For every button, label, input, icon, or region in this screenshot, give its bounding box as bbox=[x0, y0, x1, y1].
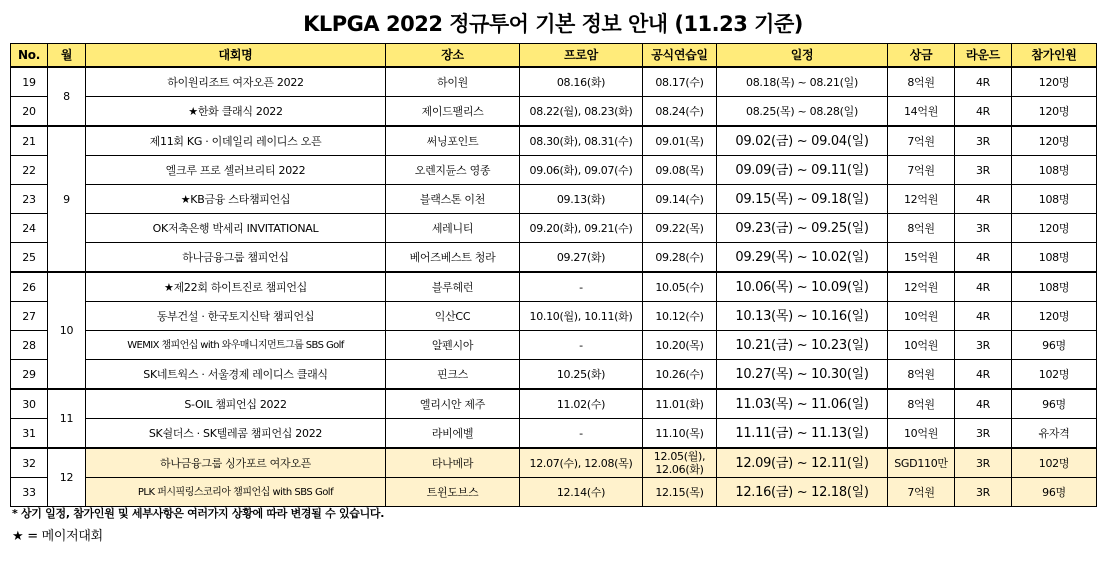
table-header-row bbox=[11, 44, 1097, 68]
cell-venue: 익산CC bbox=[386, 302, 520, 331]
cell-players: 96명 bbox=[1012, 389, 1097, 419]
cell-players: 108명 bbox=[1012, 243, 1097, 273]
cell-prize: 14억원 bbox=[888, 97, 955, 127]
cell-name: 하이원리조트 여자오픈 2022 bbox=[86, 67, 386, 97]
table-row bbox=[11, 272, 1097, 302]
cell-schedule: 12.16(금) ~ 12.18(일) bbox=[717, 478, 888, 507]
cell-month: 8 bbox=[48, 67, 86, 126]
cell-schedule: 10.13(목) ~ 10.16(일) bbox=[717, 302, 888, 331]
table-row bbox=[11, 302, 1097, 331]
cell-venue: 제이드팰리스 bbox=[386, 97, 520, 127]
cell-month: 11 bbox=[48, 389, 86, 448]
cell-prize: 10억원 bbox=[888, 419, 955, 449]
cell-rounds: 3R bbox=[955, 214, 1012, 243]
cell-schedule: 09.02(금) ~ 09.04(일) bbox=[717, 126, 888, 156]
cell-schedule: 10.27(목) ~ 10.30(일) bbox=[717, 360, 888, 390]
cell-no: 19 bbox=[11, 67, 48, 97]
table-row bbox=[11, 97, 1097, 127]
cell-practice bbox=[643, 448, 717, 478]
cell-schedule: 09.15(목) ~ 09.18(일) bbox=[717, 185, 888, 214]
cell-practice: 09.08(목) bbox=[643, 156, 717, 185]
cell-proam: 09.13(화) bbox=[520, 185, 643, 214]
cell-schedule: 10.21(금) ~ 10.23(일) bbox=[717, 331, 888, 360]
practice-line-1: 12.05(월), bbox=[653, 450, 706, 463]
cell-venue: 써닝포인트 bbox=[386, 126, 520, 156]
cell-month: 9 bbox=[48, 126, 86, 272]
cell-venue: 라비에벨 bbox=[386, 419, 520, 449]
cell-practice: 08.17(수) bbox=[643, 67, 717, 97]
cell-rounds: 4R bbox=[955, 360, 1012, 390]
cell-rounds: 3R bbox=[955, 156, 1012, 185]
cell-rounds: 4R bbox=[955, 185, 1012, 214]
cell-venue: 알펜시아 bbox=[386, 331, 520, 360]
cell-schedule: 12.09(금) ~ 12.11(일) bbox=[717, 448, 888, 478]
table-row bbox=[11, 389, 1097, 419]
legend-text: = 메이저대회 bbox=[23, 529, 103, 544]
cell-proam: 11.02(수) bbox=[520, 389, 643, 419]
cell-practice: 10.20(목) bbox=[643, 331, 717, 360]
cell-prize: 10억원 bbox=[888, 331, 955, 360]
table-row bbox=[11, 214, 1097, 243]
cell-no: 30 bbox=[11, 389, 48, 419]
cell-name: ★한화 클래식 2022 bbox=[86, 97, 386, 127]
cell-proam: 08.16(화) bbox=[520, 67, 643, 97]
cell-no: 22 bbox=[11, 156, 48, 185]
cell-players: 102명 bbox=[1012, 448, 1097, 478]
cell-proam: 09.06(화), 09.07(수) bbox=[520, 156, 643, 185]
cell-prize: 15억원 bbox=[888, 243, 955, 273]
cell-venue: 베어즈베스트 청라 bbox=[386, 243, 520, 273]
table-row bbox=[11, 419, 1097, 449]
header-month: 월 bbox=[48, 44, 86, 68]
cell-rounds: 3R bbox=[955, 478, 1012, 507]
cell-prize: 7억원 bbox=[888, 478, 955, 507]
practice-line-2: 12.06(화) bbox=[655, 463, 704, 476]
cell-name: SK네트웍스 · 서울경제 레이디스 클래식 bbox=[86, 360, 386, 390]
cell-rounds: 4R bbox=[955, 389, 1012, 419]
cell-practice: 10.26(수) bbox=[643, 360, 717, 390]
cell-venue: 세레니티 bbox=[386, 214, 520, 243]
cell-schedule: 11.03(목) ~ 11.06(일) bbox=[717, 389, 888, 419]
cell-practice: 10.05(수) bbox=[643, 272, 717, 302]
cell-practice: 10.12(수) bbox=[643, 302, 717, 331]
cell-no: 20 bbox=[11, 97, 48, 127]
cell-prize: 8억원 bbox=[888, 389, 955, 419]
cell-month: 10 bbox=[48, 272, 86, 389]
cell-proam: 10.25(화) bbox=[520, 360, 643, 390]
cell-no: 28 bbox=[11, 331, 48, 360]
table-row bbox=[11, 448, 1097, 478]
cell-no: 23 bbox=[11, 185, 48, 214]
cell-practice: 08.24(수) bbox=[643, 97, 717, 127]
cell-players: 120명 bbox=[1012, 214, 1097, 243]
cell-proam: - bbox=[520, 272, 643, 302]
cell-no: 26 bbox=[11, 272, 48, 302]
header-practice: 공식연습일 bbox=[643, 44, 717, 68]
cell-schedule: 09.23(금) ~ 09.25(일) bbox=[717, 214, 888, 243]
cell-no: 32 bbox=[11, 448, 48, 478]
cell-no: 29 bbox=[11, 360, 48, 390]
cell-no: 24 bbox=[11, 214, 48, 243]
cell-players: 120명 bbox=[1012, 126, 1097, 156]
table-row bbox=[11, 126, 1097, 156]
cell-prize: 8억원 bbox=[888, 67, 955, 97]
cell-schedule: 08.25(목) ~ 08.28(일) bbox=[717, 97, 888, 127]
cell-no: 27 bbox=[11, 302, 48, 331]
cell-schedule: 08.18(목) ~ 08.21(일) bbox=[717, 67, 888, 97]
cell-rounds: 4R bbox=[955, 97, 1012, 127]
cell-rounds: 4R bbox=[955, 67, 1012, 97]
cell-players: 108명 bbox=[1012, 272, 1097, 302]
cell-rounds: 3R bbox=[955, 448, 1012, 478]
table-row bbox=[11, 360, 1097, 390]
cell-prize: 12억원 bbox=[888, 185, 955, 214]
cell-prize: 12억원 bbox=[888, 272, 955, 302]
header-rounds: 라운드 bbox=[955, 44, 1012, 68]
cell-no: 25 bbox=[11, 243, 48, 273]
cell-schedule: 10.06(목) ~ 10.09(일) bbox=[717, 272, 888, 302]
cell-no: 21 bbox=[11, 126, 48, 156]
table-row bbox=[11, 331, 1097, 360]
cell-players: 120명 bbox=[1012, 97, 1097, 127]
header-proam: 프로암 bbox=[520, 44, 643, 68]
table-row bbox=[11, 185, 1097, 214]
page-title: KLPGA 2022 정규투어 기본 정보 안내 (11.23 기준) bbox=[303, 12, 803, 36]
cell-prize: 8억원 bbox=[888, 214, 955, 243]
header-prize: 상금 bbox=[888, 44, 955, 68]
cell-practice: 09.22(목) bbox=[643, 214, 717, 243]
cell-schedule: 09.29(목) ~ 10.02(일) bbox=[717, 243, 888, 273]
cell-name: WEMIX 챔피언십 with 와우매니지먼트그룹 SBS Golf bbox=[86, 331, 386, 360]
cell-rounds: 4R bbox=[955, 302, 1012, 331]
table-row bbox=[11, 478, 1097, 507]
cell-proam: - bbox=[520, 419, 643, 449]
cell-prize: 7억원 bbox=[888, 126, 955, 156]
cell-name: OK저축은행 박세리 INVITATIONAL bbox=[86, 214, 386, 243]
cell-proam: 08.30(화), 08.31(수) bbox=[520, 126, 643, 156]
cell-venue: 엘리시안 제주 bbox=[386, 389, 520, 419]
cell-proam: 10.10(월), 10.11(화) bbox=[520, 302, 643, 331]
cell-rounds: 3R bbox=[955, 419, 1012, 449]
cell-proam: 09.27(화) bbox=[520, 243, 643, 273]
cell-practice: 12.15(목) bbox=[643, 478, 717, 507]
cell-name: PLK 퍼시픽링스코리아 챔피언십 with SBS Golf bbox=[86, 478, 386, 507]
cell-players: 96명 bbox=[1012, 331, 1097, 360]
cell-name: ★KB금융 스타챔피언십 bbox=[86, 185, 386, 214]
schedule-table bbox=[10, 43, 1097, 507]
cell-proam: 12.07(수), 12.08(목) bbox=[520, 448, 643, 478]
table-row bbox=[11, 67, 1097, 97]
cell-schedule: 11.11(금) ~ 11.13(일) bbox=[717, 419, 888, 449]
cell-players: 108명 bbox=[1012, 185, 1097, 214]
cell-venue: 오렌지듄스 영종 bbox=[386, 156, 520, 185]
cell-practice: 09.01(목) bbox=[643, 126, 717, 156]
cell-name: 하나금융그룹 챔피언십 bbox=[86, 243, 386, 273]
table-row bbox=[11, 156, 1097, 185]
cell-no: 31 bbox=[11, 419, 48, 449]
cell-venue: 하이원 bbox=[386, 67, 520, 97]
header-no: No. bbox=[11, 44, 48, 68]
table-row bbox=[11, 243, 1097, 273]
cell-players: 108명 bbox=[1012, 156, 1097, 185]
cell-name: ★제22회 하이트진로 챔피언십 bbox=[86, 272, 386, 302]
cell-name: 동부건설 · 한국토지신탁 챔피언십 bbox=[86, 302, 386, 331]
cell-schedule: 09.09(금) ~ 09.11(일) bbox=[717, 156, 888, 185]
header-schedule: 일정 bbox=[717, 44, 888, 68]
cell-venue: 타나메라 bbox=[386, 448, 520, 478]
footnote: * 상기 일정, 참가인원 및 세부사항은 여러가지 상황에 따라 변경될 수 있습니다. bbox=[12, 507, 385, 520]
cell-name: 하나금융그룹 싱가포르 여자오픈 bbox=[86, 448, 386, 478]
cell-practice: 11.01(화) bbox=[643, 389, 717, 419]
cell-players: 유자격 bbox=[1012, 419, 1097, 449]
cell-practice: 09.14(수) bbox=[643, 185, 717, 214]
header-name: 대회명 bbox=[86, 44, 386, 68]
cell-prize: SGD110만 bbox=[888, 448, 955, 478]
cell-players: 120명 bbox=[1012, 67, 1097, 97]
cell-name: S-OIL 챔피언십 2022 bbox=[86, 389, 386, 419]
cell-players: 120명 bbox=[1012, 302, 1097, 331]
cell-no: 33 bbox=[11, 478, 48, 507]
cell-proam: 12.14(수) bbox=[520, 478, 643, 507]
cell-prize: 7억원 bbox=[888, 156, 955, 185]
legend bbox=[12, 525, 103, 544]
cell-practice: 09.28(수) bbox=[643, 243, 717, 273]
header-venue: 장소 bbox=[386, 44, 520, 68]
cell-venue: 트윈도브스 bbox=[386, 478, 520, 507]
cell-venue: 블루헤런 bbox=[386, 272, 520, 302]
cell-venue: 핀크스 bbox=[386, 360, 520, 390]
cell-name: 엘크루 프로 셀러브리티 2022 bbox=[86, 156, 386, 185]
header-players: 참가인원 bbox=[1012, 44, 1097, 68]
cell-name: 제11회 KG · 이데일리 레이디스 오픈 bbox=[86, 126, 386, 156]
cell-proam: - bbox=[520, 331, 643, 360]
cell-rounds: 4R bbox=[955, 243, 1012, 273]
cell-players: 96명 bbox=[1012, 478, 1097, 507]
cell-prize: 10억원 bbox=[888, 302, 955, 331]
cell-rounds: 4R bbox=[955, 272, 1012, 302]
cell-name: SK쉴더스 · SK텔레콤 챔피언십 2022 bbox=[86, 419, 386, 449]
cell-players: 102명 bbox=[1012, 360, 1097, 390]
cell-venue: 블랙스톤 이천 bbox=[386, 185, 520, 214]
cell-proam: 08.22(월), 08.23(화) bbox=[520, 97, 643, 127]
star-icon: ★ bbox=[12, 529, 24, 544]
cell-rounds: 3R bbox=[955, 331, 1012, 360]
cell-rounds: 3R bbox=[955, 126, 1012, 156]
cell-prize: 8억원 bbox=[888, 360, 955, 390]
cell-practice: 11.10(목) bbox=[643, 419, 717, 449]
cell-month: 12 bbox=[48, 448, 86, 507]
cell-proam: 09.20(화), 09.21(수) bbox=[520, 214, 643, 243]
